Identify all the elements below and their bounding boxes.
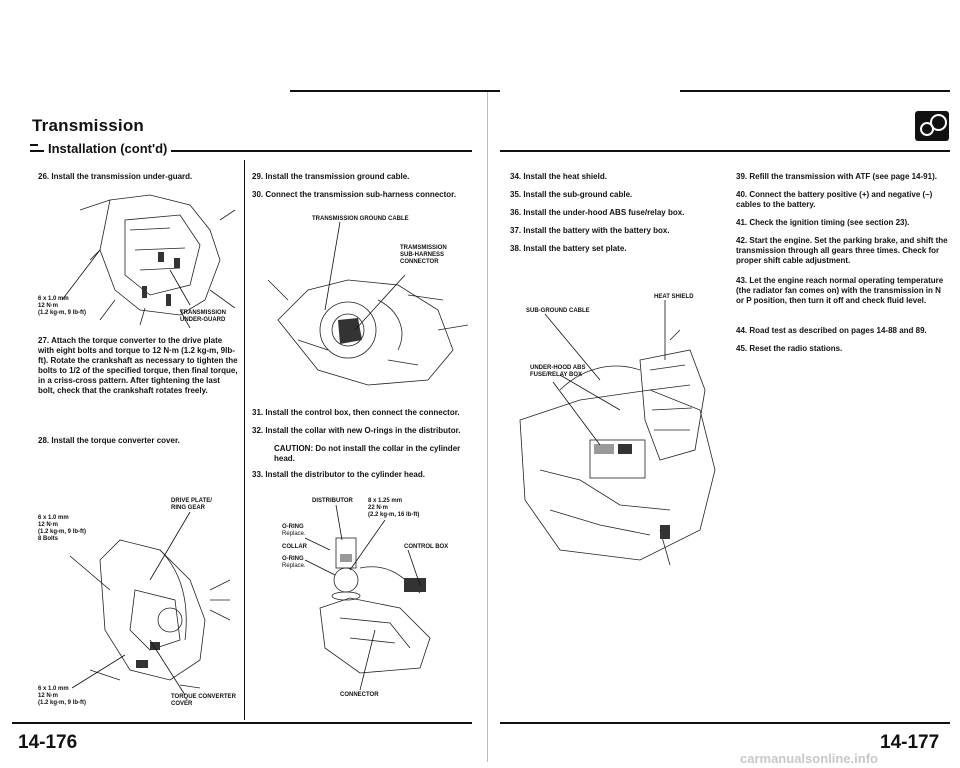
fig3-ground-cable-label: TRANSMISSION GROUND CABLE (312, 216, 409, 222)
section-title: Transmission (32, 116, 144, 135)
fig4-connector-label: CONNECTOR (340, 692, 379, 698)
fig4-oring2-label: O-RING Replace. (282, 556, 306, 569)
fig5-heat-shield-label: HEAT SHIELD (654, 294, 694, 300)
step-42: 42. Start the engine. Set the parking brake, and shift the transmission through all gears three times. Check for proper shift cable adjustment. (736, 236, 948, 265)
fig2-cover-label: TORQUE CONVERTER COVER (171, 694, 236, 707)
fig3-sub-harness-label: TRAMSMISSION SUB-HARNESS CONNECTOR (400, 245, 447, 265)
step-28: 28. Install the torque converter cover. (38, 436, 180, 445)
fig1-torque-label: 6 x 1.0 mm 12 N·m (1.2 kg-m, 9 lb-ft) (38, 296, 87, 316)
section-subtitle: Installation (cont'd) (44, 141, 171, 156)
step-30: 30. Connect the transmission sub-harness connector. (252, 190, 457, 199)
step-38: 38. Install the battery set plate. (510, 244, 627, 253)
step-29: 29. Install the transmission ground cable. (252, 172, 410, 181)
step-27: 27. Attach the torque converter to the drive plate with eight bolts and torque to 12 N·m (1.2 kg-m, 9lb-ft). Rotate the crankshaft as necessary to tighten the bolts to 1/2 of the specified torque, then final torque, in a criss-cross pattern. After tightening the last bolt, check that the crankshaft rotates freely. (38, 336, 238, 395)
watermark: carmanualsonline.info (740, 751, 878, 766)
step-44: 44. Road test as described on pages 14-88 and 89. (736, 326, 927, 335)
step-40: 40. Connect the battery positive (+) and negative (–) cables to the battery. (736, 190, 933, 209)
fig4-torque-label: 8 x 1.25 mm 22 N·m (2.2 kg-m, 16 lb-ft) (368, 498, 420, 518)
fig4-oring1-label: O-RING Replace. (282, 524, 306, 537)
step-34: 34. Install the heat shield. (510, 172, 607, 181)
caution-note: CAUTION: Do not install the collar in the cylinder head. (274, 444, 461, 463)
step-45: 45. Reset the radio stations. (736, 344, 843, 353)
step-41: 41. Check the ignition timing (see section 23). (736, 218, 910, 227)
bottom-rule-right (500, 722, 950, 724)
step-32: 32. Install the collar with new O-rings in the distributor. (252, 426, 461, 435)
step-43: 43. Let the engine reach normal operating temperature (the radiator fan comes on) with the transmission in N or P position, then turn it off and check fluid level. (736, 276, 944, 305)
step-35: 35. Install the sub-ground cable. (510, 190, 633, 199)
step-33: 33. Install the distributor to the cylinder head. (252, 470, 425, 479)
fig2-drive-plate-label: DRIVE PLATE/ RING GEAR (171, 498, 212, 511)
step-26: 26. Install the transmission under-guard. (38, 172, 193, 181)
fig5-sub-ground-label: SUB-GROUND CABLE (526, 308, 590, 314)
step-36: 36. Install the under-hood ABS fuse/relay box. (510, 208, 685, 217)
fig2-torque-bottom-label: 6 x 1.0 mm 12 N·m (1.2 kg-m, 9 lb-ft) (38, 686, 87, 706)
step-37: 37. Install the battery with the battery box. (510, 226, 670, 235)
step-39: 39. Refill the transmission with ATF (see page 14-91). (736, 172, 937, 181)
fig1-part-label: TRANSMISSION UNDER-GUARD (180, 310, 227, 323)
step-31: 31. Install the control box, then connect the connector. (252, 408, 460, 417)
fig5-abs-box-label: UNDER-HOOD ABS FUSE/RELAY BOX (530, 365, 586, 378)
fig2-torque-top-label: 6 x 1.0 mm 12 N·m (1.2 kg-m, 9 lb-ft) 8 Bolts (38, 515, 87, 542)
fig4-control-box-label: CONTROL BOX (404, 544, 449, 550)
fig4-collar-label: COLLAR (282, 544, 307, 550)
page-number-right: 14-177 (880, 732, 940, 753)
fig4-distributor-label: DISTRIBUTOR (312, 498, 353, 504)
page-number-left: 14-176 (18, 732, 78, 753)
